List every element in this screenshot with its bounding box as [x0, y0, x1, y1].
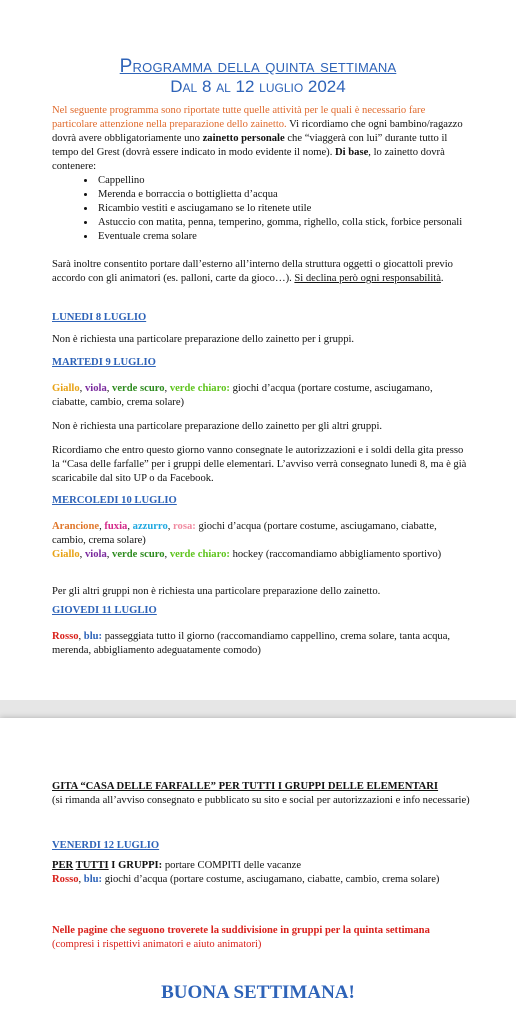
- mercoledi-activity-1: Arancione, fuxia, azzurro, rosa: giochi d’acqua (portare costume, asciugamano, ciabatte, cambio, crema solare): [52, 521, 437, 546]
- intro-bold-1: zainetto personale: [202, 133, 285, 144]
- martedi-heading: [52, 356, 470, 370]
- list-item: • Merenda e borraccia o bottiglietta d’acqua: [96, 188, 470, 202]
- group-viola: viola: [84, 383, 107, 394]
- venerdi-heading: [52, 839, 470, 853]
- venerdi-activity-2: Rosso, blu: giochi d’acqua (portare costume, asciugamano, ciabatte, cambio, crema solare): [52, 874, 440, 885]
- gita-heading: [52, 780, 470, 794]
- group-giallo: Giallo: [52, 383, 80, 394]
- page-subtitle: Dal 8 al 12 luglio 2024: [170, 77, 346, 96]
- martedi-others: Non è richiesta una particolare preparazione dello zainetto per gli altri gruppi.: [52, 421, 383, 432]
- group-viola: viola: [84, 549, 107, 560]
- mercoledi-activity-1-text: giochi d’acqua (portare costume, asciugamano, ciabatte, cambio, crema solare): [52, 521, 437, 546]
- notice-normal: (compresi i rispettivi animatori e aiuto animatori): [52, 939, 262, 950]
- outside-text: Sarà inoltre consentito portare dall’esterno all’interno della struttura oggetti o giocattoli previo accordo con gli animatori (es. palloni, carte da gioco…).: [52, 259, 453, 284]
- martedi-activity: Giallo, viola, verde scuro, verde chiaro: giochi d’acqua (portare costume, asciugamano, ciabatte, cambio, crema solare): [52, 383, 433, 408]
- list-item: • Astuccio con matita, penna, temperino, gomma, righello, colla stick, forbice personali: [96, 216, 470, 230]
- giovedi-activity-text: passeggiata tutto il giorno (raccomandiamo cappellino, crema solare, tanta acqua, merenda, abbigliamento adeguatamente comodo): [52, 631, 451, 656]
- group-fuxia: fuxia: [104, 521, 128, 532]
- group-verde-chiaro: verde chiaro:: [169, 383, 230, 394]
- venerdi-tutti: TUTTI: [75, 860, 109, 871]
- closing-text: BUONA SETTIMANA!: [161, 982, 355, 1003]
- venerdi-per: PER: [52, 860, 74, 871]
- intro-text-1: Vi ricordiamo che ogni bambino/ragazzo dovrà avere obbligatoriamente uno: [52, 119, 463, 144]
- martedi-heading-text: MARTEDI 9 LUGLIO: [52, 357, 156, 368]
- group-arancione: Arancione: [52, 521, 100, 532]
- page-title: Programma della quinta settimana: [119, 56, 397, 77]
- venerdi-heading-text: VENERDI 12 LUGLIO: [52, 840, 160, 851]
- group-giallo: Giallo: [52, 549, 80, 560]
- list-item: • Cappellino: [96, 174, 470, 188]
- venerdi-activity-1-text: portare COMPITI delle vacanze: [162, 860, 302, 871]
- lunedi-text: Non è richiesta una particolare preparazione dello zainetto per i gruppi.: [52, 334, 355, 345]
- martedi-reminder: Ricordiamo che entro questo giorno vanno consegnate le autorizzazioni e i soldi della gita presso la “Casa delle farfalle” per i gruppi delle elementari. L’avviso verrà consegnato lunedì 8, ma è già scaricabile dal sito UP o da Facebook.: [52, 445, 467, 484]
- list-item: • Eventuale crema solare: [96, 230, 470, 244]
- giovedi-activity: Rosso, blu: passeggiata tutto il giorno (raccomandiamo cappellino, crema solare, tanta acqua, merenda, abbigliamento adeguatamente comodo): [52, 631, 451, 656]
- intro-paragraph: [52, 104, 470, 174]
- group-blu: blu:: [83, 631, 103, 642]
- group-verde-scuro: verde scuro: [112, 549, 165, 560]
- outside-end: .: [440, 273, 444, 284]
- gita-text: (si rimanda all’avviso consegnato e pubblicato su sito e social per autorizzazioni e info necessarie): [52, 795, 470, 806]
- page-gap: [0, 700, 516, 718]
- venerdi-activity-2-text: giochi d’acqua (portare costume, asciugamano, ciabatte, cambio, crema solare): [102, 874, 440, 885]
- mercoledi-activity-2-text: hockey (raccomandiamo abbigliamento sportivo): [229, 549, 442, 560]
- items-list-wrap: [78, 174, 470, 244]
- giovedi-heading: [52, 604, 470, 618]
- giovedi-heading-text: GIOVEDI 11 LUGLIO: [52, 605, 157, 616]
- intro-text-2: che “viaggerà con lui” durante tutto il tempo del Grest (dovrà essere indicato in modo evidente il nome).: [52, 133, 448, 158]
- group-verde-scuro: verde scuro: [112, 383, 165, 394]
- venerdi-activity-1: [52, 859, 470, 873]
- mercoledi-heading-text: MERCOLEDI 10 LUGLIO: [52, 495, 177, 506]
- notice-paragraph: [52, 924, 470, 952]
- intro-text-3: , lo zainetto dovrà contenere:: [52, 147, 445, 172]
- intro-bold-2: Di base: [335, 147, 369, 158]
- group-verde-chiaro: verde chiaro:: [169, 549, 230, 560]
- notice-bold: Nelle pagine che seguono troverete la suddivisione in gruppi per la quinta settimana: [52, 925, 430, 936]
- gita-heading-text: GITA “CASA DELLE FARFALLE” PER TUTTI I GRUPPI DELLE ELEMENTARI: [52, 781, 439, 792]
- list-item: • Ricambio vestiti e asciugamano se lo ritenete utile: [96, 202, 470, 216]
- outside-paragraph: [52, 258, 470, 286]
- group-azzurro: azzurro: [132, 521, 168, 532]
- items-list: [78, 174, 470, 244]
- page-2: [0, 718, 516, 1024]
- lunedi-heading-text: LUNEDI 8 LUGLIO: [52, 312, 147, 323]
- intro-orange-text: Nel seguente programma sono riportate tutte quelle attività per le quali è necessario fare particolare attenzione nella preparazione dello zainetto.: [52, 105, 426, 130]
- outside-disclaimer: Si declina però ogni responsabilità: [294, 273, 441, 284]
- group-rosso: Rosso: [52, 874, 79, 885]
- mercoledi-others: Per gli altri gruppi non è richiesta una particolare preparazione dello zainetto.: [52, 586, 381, 597]
- group-rosso: Rosso: [52, 631, 79, 642]
- mercoledi-activity-2: Giallo, viola, verde scuro, verde chiaro: hockey (raccomandiamo abbigliamento sportivo): [52, 549, 442, 560]
- venerdi-gruppi: I GRUPPI:: [111, 860, 163, 871]
- martedi-activity-text: giochi d’acqua (portare costume, asciugamano, ciabatte, cambio, crema solare): [52, 383, 433, 408]
- mercoledi-heading: [52, 494, 470, 508]
- group-rosa: rosa:: [173, 521, 196, 532]
- lunedi-heading: [52, 311, 470, 325]
- group-blu: blu:: [83, 874, 103, 885]
